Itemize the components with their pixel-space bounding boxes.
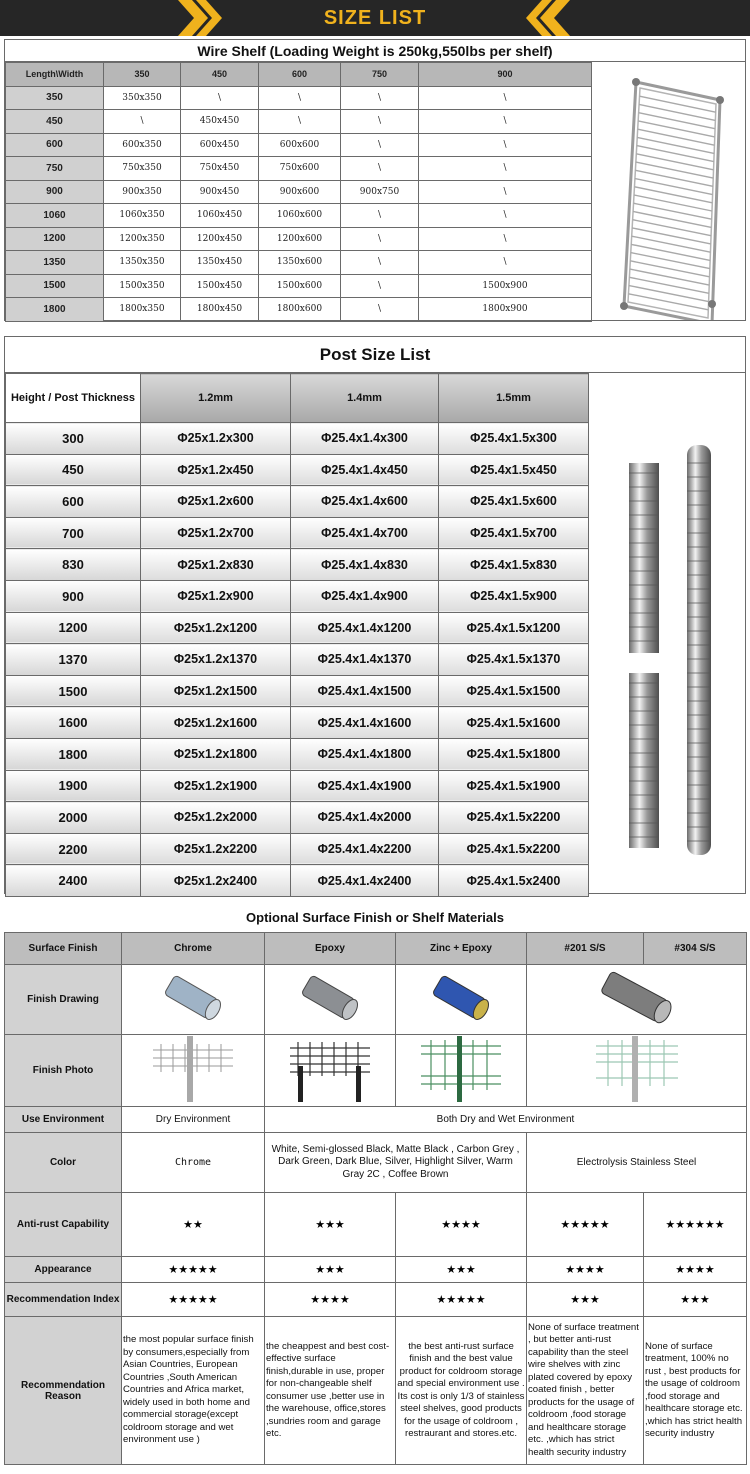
size-cell: \ bbox=[259, 86, 341, 110]
stainless-photo bbox=[527, 1035, 747, 1107]
size-cell: 1200x350 bbox=[104, 227, 181, 251]
post-spec-cell: Φ25.4x1.5x1800 bbox=[439, 738, 589, 770]
appearance-rating: ★★★★ bbox=[644, 1257, 747, 1283]
chrome-tube-icon bbox=[158, 971, 228, 1025]
size-cell: 1800x600 bbox=[259, 298, 341, 322]
table-row bbox=[6, 707, 589, 739]
table-row bbox=[6, 549, 589, 581]
finish-header: #201 S/S bbox=[527, 933, 644, 965]
post-spec-cell: Φ25.4x1.5x1600 bbox=[439, 707, 589, 739]
post-spec-cell: Φ25.4x1.4x2000 bbox=[291, 802, 439, 834]
length-label: 750 bbox=[6, 157, 104, 181]
post-spec-cell: Φ25x1.2x450 bbox=[141, 454, 291, 486]
post-spec-cell: Φ25x1.2x2400 bbox=[141, 865, 291, 897]
table-row bbox=[6, 298, 592, 322]
thickness-header: 1.5mm bbox=[439, 374, 589, 423]
size-cell: 1800x350 bbox=[104, 298, 181, 322]
reason-zinc-epoxy: the best anti-rust surface finish and the best value product for coldroom storage and special environment use . Its cost is only 1/3 of stainless steel shelves, good products for the usage of coldroom , restraurant and stores.etc. bbox=[396, 1317, 527, 1465]
finish-header: #304 S/S bbox=[644, 933, 747, 965]
antirust-rating: ★★★★★ bbox=[527, 1193, 644, 1257]
post-spec-cell: Φ25.4x1.5x2400 bbox=[439, 865, 589, 897]
appearance-rating: ★★★ bbox=[265, 1257, 396, 1283]
post-spec-cell: Φ25x1.2x1370 bbox=[141, 644, 291, 676]
height-label: 600 bbox=[6, 486, 141, 518]
post-spec-cell: Φ25.4x1.5x450 bbox=[439, 454, 589, 486]
post-spec-cell: Φ25.4x1.4x2200 bbox=[291, 833, 439, 865]
table-row bbox=[6, 423, 589, 455]
size-cell: \ bbox=[419, 110, 592, 134]
height-label: 900 bbox=[6, 580, 141, 612]
length-label: 600 bbox=[6, 133, 104, 157]
antirust-rating: ★★★★★★ bbox=[644, 1193, 747, 1257]
size-cell: \ bbox=[341, 204, 419, 228]
size-cell: 600x350 bbox=[104, 133, 181, 157]
chrome-drawing bbox=[122, 965, 265, 1035]
size-cell: 350x350 bbox=[104, 86, 181, 110]
table-row bbox=[6, 802, 589, 834]
post-spec-cell: Φ25.4x1.4x1600 bbox=[291, 707, 439, 739]
height-label: 1900 bbox=[6, 770, 141, 802]
height-label: 1600 bbox=[6, 707, 141, 739]
post-spec-cell: Φ25.4x1.4x2400 bbox=[291, 865, 439, 897]
size-cell: \ bbox=[259, 110, 341, 134]
post-spec-cell: Φ25x1.2x2200 bbox=[141, 833, 291, 865]
height-label: 300 bbox=[6, 423, 141, 455]
size-cell: \ bbox=[341, 251, 419, 275]
table-row bbox=[6, 227, 592, 251]
table-row bbox=[6, 86, 592, 110]
post-size-caption: Post Size List bbox=[5, 337, 745, 373]
recommendation-rating: ★★★★ bbox=[265, 1283, 396, 1317]
size-cell: 900x600 bbox=[259, 180, 341, 204]
finish-header: Epoxy bbox=[265, 933, 396, 965]
table-row bbox=[6, 180, 592, 204]
post-spec-cell: Φ25.4x1.4x450 bbox=[291, 454, 439, 486]
size-cell: 1060x350 bbox=[104, 204, 181, 228]
finish-header: Surface Finish bbox=[5, 933, 122, 965]
wire-shelf-caption: Wire Shelf (Loading Weight is 250kg,550lbs per shelf) bbox=[5, 40, 745, 62]
table-row bbox=[6, 644, 589, 676]
size-cell: 1800x900 bbox=[419, 298, 592, 322]
post-spec-cell: Φ25.4x1.4x300 bbox=[291, 423, 439, 455]
post-spec-cell: Φ25x1.2x1200 bbox=[141, 612, 291, 644]
post-spec-cell: Φ25.4x1.4x1500 bbox=[291, 675, 439, 707]
zinc-epoxy-photo bbox=[396, 1035, 527, 1107]
table-row bbox=[6, 770, 589, 802]
finish-caption: Optional Surface Finish or Shelf Materials bbox=[246, 910, 504, 925]
table-row bbox=[6, 204, 592, 228]
size-cell: 750x600 bbox=[259, 157, 341, 181]
height-label: 1200 bbox=[6, 612, 141, 644]
antirust-rating: ★★ bbox=[122, 1193, 265, 1257]
zinc-epoxy-drawing bbox=[396, 965, 527, 1035]
size-cell: 1350x450 bbox=[181, 251, 259, 275]
size-cell: 900x350 bbox=[104, 180, 181, 204]
size-cell: \ bbox=[341, 274, 419, 298]
thickness-header: 1.4mm bbox=[291, 374, 439, 423]
post-spec-cell: Φ25.4x1.4x830 bbox=[291, 549, 439, 581]
appearance-rating: ★★★★★ bbox=[122, 1257, 265, 1283]
size-cell: 900x450 bbox=[181, 180, 259, 204]
finish-header: Chrome bbox=[122, 933, 265, 965]
length-label: 1200 bbox=[6, 227, 104, 251]
reason-304: None of surface treatment, 100% no rust , best products for the usage of coldroom ,food storage and healthcare storage etc. ,which has strict health security industry bbox=[644, 1317, 747, 1465]
length-label: 1800 bbox=[6, 298, 104, 322]
table-row bbox=[6, 833, 589, 865]
appearance-rating: ★★★★ bbox=[527, 1257, 644, 1283]
post-spec-cell: Φ25x1.2x830 bbox=[141, 549, 291, 581]
size-cell: \ bbox=[341, 133, 419, 157]
length-label: 900 bbox=[6, 180, 104, 204]
page-header bbox=[0, 0, 750, 36]
post-spec-cell: Φ25.4x1.5x300 bbox=[439, 423, 589, 455]
size-cell: \ bbox=[419, 227, 592, 251]
length-label: 1350 bbox=[6, 251, 104, 275]
stainless-tube-icon bbox=[592, 968, 682, 1028]
width-header: 350 bbox=[104, 63, 181, 87]
post-spec-cell: Φ25.4x1.5x700 bbox=[439, 517, 589, 549]
row-label: Anti-rust Capability bbox=[5, 1193, 122, 1257]
appearance-rating: ★★★ bbox=[396, 1257, 527, 1283]
corner-label: Height / Post Thickness bbox=[6, 374, 141, 423]
size-cell: 1800x450 bbox=[181, 298, 259, 322]
zinc-epoxy-tube-icon bbox=[426, 971, 496, 1025]
size-cell: \ bbox=[341, 86, 419, 110]
table-row bbox=[6, 738, 589, 770]
post-spec-cell: Φ25.4x1.5x2200 bbox=[439, 833, 589, 865]
height-label: 2400 bbox=[6, 865, 141, 897]
wire-shelf-table bbox=[5, 62, 592, 322]
post-spec-cell: Φ25x1.2x1900 bbox=[141, 770, 291, 802]
post-spec-cell: Φ25.4x1.5x600 bbox=[439, 486, 589, 518]
size-cell: 1350x350 bbox=[104, 251, 181, 275]
size-cell: 600x450 bbox=[181, 133, 259, 157]
post-spec-cell: Φ25.4x1.5x1500 bbox=[439, 675, 589, 707]
post-size-section bbox=[4, 336, 746, 894]
row-label: Recommendation Reason bbox=[5, 1317, 122, 1465]
size-cell: \ bbox=[419, 251, 592, 275]
size-cell: \ bbox=[419, 133, 592, 157]
size-cell: \ bbox=[104, 110, 181, 134]
size-cell: \ bbox=[419, 180, 592, 204]
size-cell: 900x750 bbox=[341, 180, 419, 204]
epoxy-photo bbox=[265, 1035, 396, 1107]
size-cell: 750x450 bbox=[181, 157, 259, 181]
size-cell: \ bbox=[181, 86, 259, 110]
size-cell: \ bbox=[341, 227, 419, 251]
size-cell: \ bbox=[341, 157, 419, 181]
width-header: 450 bbox=[181, 63, 259, 87]
epoxy-drawing bbox=[265, 965, 396, 1035]
epoxy-tube-icon bbox=[295, 971, 365, 1025]
row-label: Appearance bbox=[5, 1257, 122, 1283]
post-spec-cell: Φ25.4x1.4x1200 bbox=[291, 612, 439, 644]
post-spec-cell: Φ25.4x1.4x1800 bbox=[291, 738, 439, 770]
recommendation-rating: ★★★★★ bbox=[396, 1283, 527, 1317]
post-size-table bbox=[5, 373, 589, 897]
post-image bbox=[588, 373, 745, 893]
height-label: 2000 bbox=[6, 802, 141, 834]
table-row bbox=[6, 133, 592, 157]
chrome-photo bbox=[122, 1035, 265, 1107]
table-row bbox=[6, 251, 592, 275]
table-row bbox=[6, 157, 592, 181]
post-spec-cell: Φ25x1.2x1600 bbox=[141, 707, 291, 739]
post-spec-cell: Φ25x1.2x700 bbox=[141, 517, 291, 549]
stainless-drawing bbox=[527, 965, 747, 1035]
color-chrome: Chrome bbox=[122, 1133, 265, 1193]
height-label: 1370 bbox=[6, 644, 141, 676]
reason-chrome: the most popular surface finish by consumers,especially from Asian Countries, European Countries ,South American Countries and Africa market, widely used in both home and commercial storage(except coldroom storage and wet environment use ) bbox=[122, 1317, 265, 1465]
post-spec-cell: Φ25x1.2x600 bbox=[141, 486, 291, 518]
size-cell: \ bbox=[341, 298, 419, 322]
size-cell: 1500x350 bbox=[104, 274, 181, 298]
finish-table bbox=[4, 932, 747, 1465]
row-label: Finish Photo bbox=[5, 1035, 122, 1107]
post-spec-cell: Φ25.4x1.4x600 bbox=[291, 486, 439, 518]
post-spec-cell: Φ25.4x1.5x900 bbox=[439, 580, 589, 612]
recommendation-rating: ★★★★★ bbox=[122, 1283, 265, 1317]
width-header: 900 bbox=[419, 63, 592, 87]
wire-shelf-section bbox=[4, 39, 746, 321]
post-spec-cell: Φ25.4x1.5x1200 bbox=[439, 612, 589, 644]
post-spec-cell: Φ25x1.2x1800 bbox=[141, 738, 291, 770]
recommendation-rating: ★★★ bbox=[644, 1283, 747, 1317]
height-label: 1800 bbox=[6, 738, 141, 770]
size-cell: 1060x600 bbox=[259, 204, 341, 228]
size-cell: 1500x450 bbox=[181, 274, 259, 298]
width-header: 600 bbox=[259, 63, 341, 87]
post-spec-cell: Φ25x1.2x900 bbox=[141, 580, 291, 612]
length-label: 1060 bbox=[6, 204, 104, 228]
size-cell: 750x350 bbox=[104, 157, 181, 181]
row-label: Color bbox=[5, 1133, 122, 1193]
finish-header: Zinc + Epoxy bbox=[396, 933, 527, 965]
post-spec-cell: Φ25.4x1.4x900 bbox=[291, 580, 439, 612]
table-row bbox=[6, 865, 589, 897]
post-spec-cell: Φ25.4x1.4x1370 bbox=[291, 644, 439, 676]
height-label: 2200 bbox=[6, 833, 141, 865]
antirust-rating: ★★★ bbox=[265, 1193, 396, 1257]
environment-chrome: Dry Environment bbox=[122, 1107, 265, 1133]
height-label: 830 bbox=[6, 549, 141, 581]
post-spec-cell: Φ25x1.2x2000 bbox=[141, 802, 291, 834]
wire-shelf-image bbox=[591, 62, 745, 320]
length-label: 450 bbox=[6, 110, 104, 134]
post-spec-cell: Φ25x1.2x300 bbox=[141, 423, 291, 455]
size-cell: \ bbox=[419, 204, 592, 228]
reason-201: None of surface treatment , but better anti-rust capability than the steel wire shelves with zinc plated covered by epoxy coated finish , better products for the usage of coldroom ,food storage and healthcare storage etc. ,which has strict health security industry bbox=[527, 1317, 644, 1465]
size-cell: \ bbox=[419, 86, 592, 110]
size-cell: 1350x600 bbox=[259, 251, 341, 275]
post-spec-cell: Φ25.4x1.4x1900 bbox=[291, 770, 439, 802]
table-row bbox=[6, 110, 592, 134]
table-row bbox=[6, 612, 589, 644]
length-label: 1500 bbox=[6, 274, 104, 298]
size-cell: \ bbox=[419, 157, 592, 181]
color-stainless: Electrolysis Stainless Steel bbox=[527, 1133, 747, 1193]
thickness-header: 1.2mm bbox=[141, 374, 291, 423]
recommendation-rating: ★★★ bbox=[527, 1283, 644, 1317]
reason-epoxy: the cheappest and best cost-effective surface finish,durable in use, proper for non-changeable shelf consumer use ,better use in the warehouse, office,stores ,sundries room and garage etc. bbox=[265, 1317, 396, 1465]
size-cell: 600x600 bbox=[259, 133, 341, 157]
color-epoxy: White, Semi-glossed Black, Matte Black , Carbon Grey , Dark Green, Dark Blue, Silver, Highlight Silver, Warm Gray 2C , Coffee Brown bbox=[265, 1133, 527, 1193]
post-spec-cell: Φ25.4x1.5x830 bbox=[439, 549, 589, 581]
size-cell: 1200x450 bbox=[181, 227, 259, 251]
table-row bbox=[6, 517, 589, 549]
size-cell: 1060x450 bbox=[181, 204, 259, 228]
length-label: 350 bbox=[6, 86, 104, 110]
table-row bbox=[6, 675, 589, 707]
corner-label: Length\Width bbox=[6, 63, 104, 87]
post-spec-cell: Φ25x1.2x1500 bbox=[141, 675, 291, 707]
post-spec-cell: Φ25.4x1.5x2200 bbox=[439, 802, 589, 834]
size-cell: 450x450 bbox=[181, 110, 259, 134]
size-cell: 1200x600 bbox=[259, 227, 341, 251]
height-label: 700 bbox=[6, 517, 141, 549]
chevron-left-icon bbox=[518, 0, 578, 36]
width-header: 750 bbox=[341, 63, 419, 87]
row-label: Finish Drawing bbox=[5, 965, 122, 1035]
height-label: 1500 bbox=[6, 675, 141, 707]
post-spec-cell: Φ25.4x1.5x1370 bbox=[439, 644, 589, 676]
row-label: Recommendation Index bbox=[5, 1283, 122, 1317]
height-label: 450 bbox=[6, 454, 141, 486]
post-spec-cell: Φ25.4x1.4x700 bbox=[291, 517, 439, 549]
size-cell: 1500x600 bbox=[259, 274, 341, 298]
post-spec-cell: Φ25.4x1.5x1900 bbox=[439, 770, 589, 802]
row-label: Use Environment bbox=[5, 1107, 122, 1133]
table-row bbox=[6, 454, 589, 486]
size-cell: \ bbox=[341, 110, 419, 134]
table-row bbox=[6, 486, 589, 518]
antirust-rating: ★★★★ bbox=[396, 1193, 527, 1257]
page-title: SIZE LIST bbox=[323, 7, 427, 29]
size-cell: 1500x900 bbox=[419, 274, 592, 298]
table-row bbox=[6, 274, 592, 298]
environment-others: Both Dry and Wet Environment bbox=[265, 1107, 747, 1133]
table-row bbox=[6, 580, 589, 612]
